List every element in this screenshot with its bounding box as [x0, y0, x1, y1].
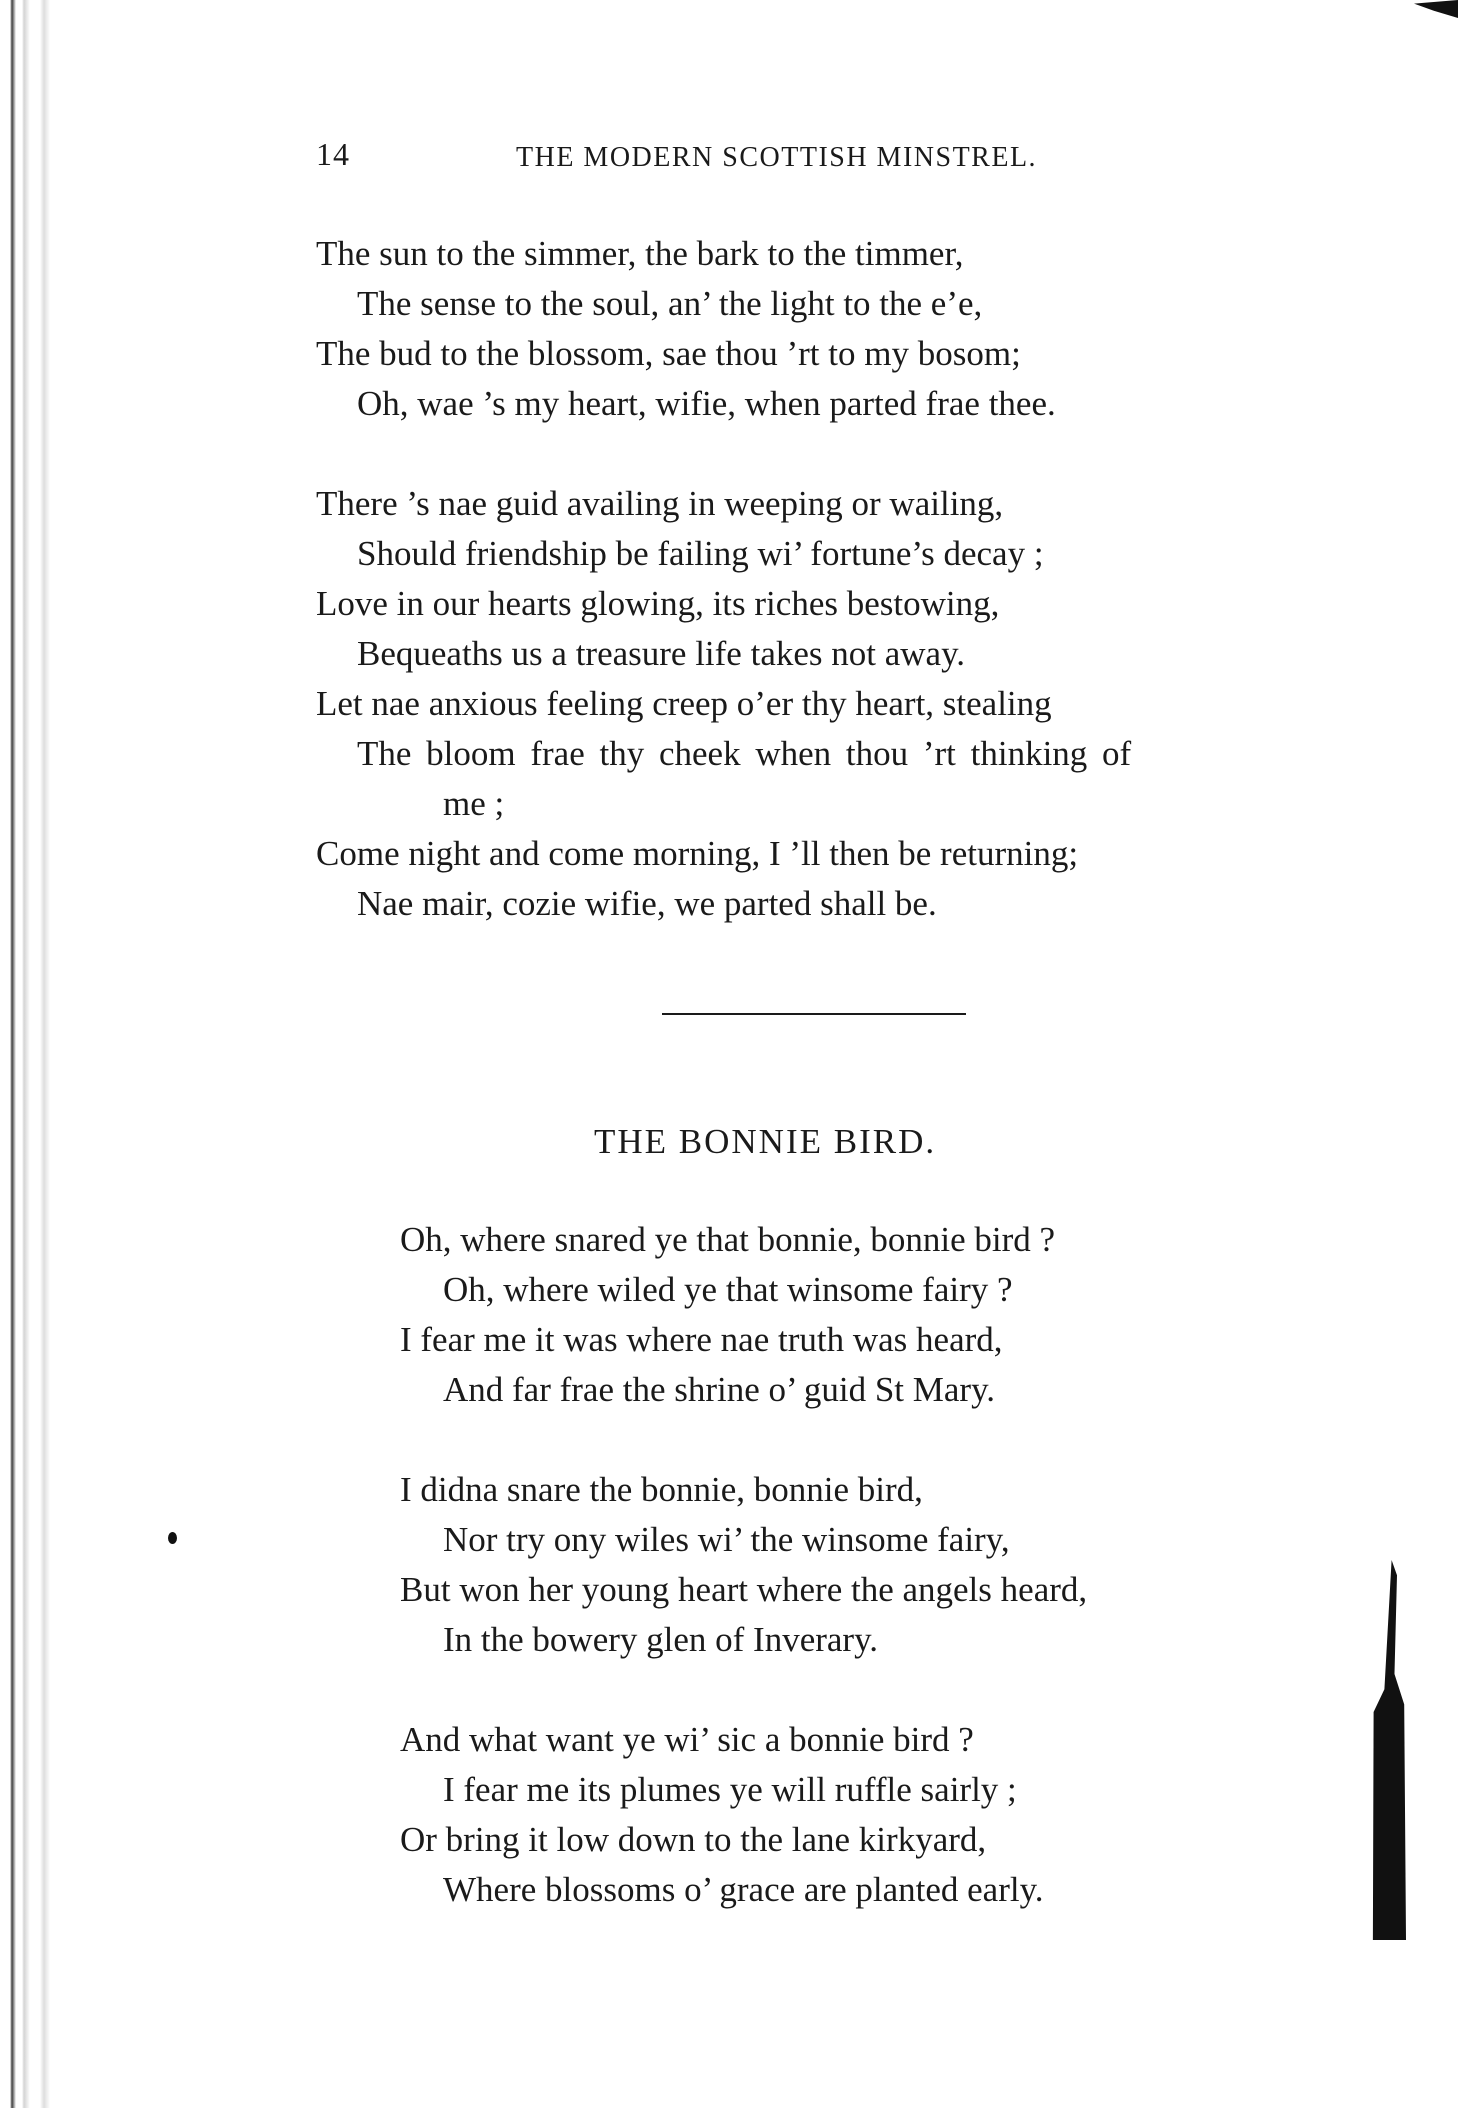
verse-line: I fear me it was where nae truth was heard,: [400, 1320, 1003, 1359]
running-title: THE MODERN SCOTTISH MINSTREL.: [516, 142, 1038, 173]
verse-line: Oh, wae ’s my heart, wifie, when parted frae thee.: [357, 384, 1056, 423]
verse-line: I fear me its plumes ye will ruffle sairly ;: [443, 1770, 1017, 1809]
verse-line: And far frae the shrine o’ guid St Mary.: [443, 1370, 996, 1409]
verse-line: The bloom frae thy cheek when thou ’rt thinking of: [357, 734, 1132, 773]
section-divider: [662, 1013, 966, 1015]
verse-line: Should friendship be failing wi’ fortune’s decay ;: [357, 534, 1044, 573]
verse-line: And what want ye wi’ sic a bonnie bird ?: [400, 1720, 974, 1759]
verse-line: Nor try ony wiles wi’ the winsome fairy,: [443, 1520, 1010, 1559]
verse-line: Oh, where wiled ye that winsome fairy ?: [443, 1270, 1013, 1309]
page-header: [316, 136, 1126, 176]
verse-line: In the bowery glen of Inverary.: [443, 1620, 879, 1659]
verse-line: But won her young heart where the angels heard,: [400, 1570, 1088, 1609]
verse-line: Or bring it low down to the lane kirkyard,: [400, 1820, 987, 1859]
verse-line: The sense to the soul, an’ the light to the e’e,: [357, 284, 983, 323]
verse-line: Nae mair, cozie wifie, we parted shall be.: [357, 884, 937, 923]
page-number: 14: [316, 136, 350, 172]
poem-title: THE BONNIE BIRD.: [594, 1122, 937, 1161]
scan-smudge: [1370, 1560, 1406, 1940]
verse-line: me ;: [443, 784, 505, 823]
verse-line: The sun to the simmer, the bark to the timmer,: [316, 234, 964, 273]
verse-line: The bud to the blossom, sae thou ’rt to my bosom;: [316, 334, 1021, 373]
scan-corner-mark: [1414, 0, 1458, 18]
verse-line: Oh, where snared ye that bonnie, bonnie bird ?: [400, 1220, 1056, 1259]
verse-line: Where blossoms o’ grace are planted early.: [443, 1870, 1044, 1909]
verse-line: Come night and come morning, I ’ll then be returning;: [316, 834, 1079, 873]
verse-line: There ’s nae guid availing in weeping or wailing,: [316, 484, 1004, 523]
ink-dot: [168, 1532, 177, 1544]
scanned-binding-edge: [0, 0, 58, 2108]
verse-line: Bequeaths us a treasure life takes not away.: [357, 634, 966, 673]
verse-line: Let nae anxious feeling creep o’er thy heart, stealing: [316, 684, 1052, 723]
verse-line: I didna snare the bonnie, bonnie bird,: [400, 1470, 923, 1509]
verse-line: Love in our hearts glowing, its riches bestowing,: [316, 584, 1000, 623]
